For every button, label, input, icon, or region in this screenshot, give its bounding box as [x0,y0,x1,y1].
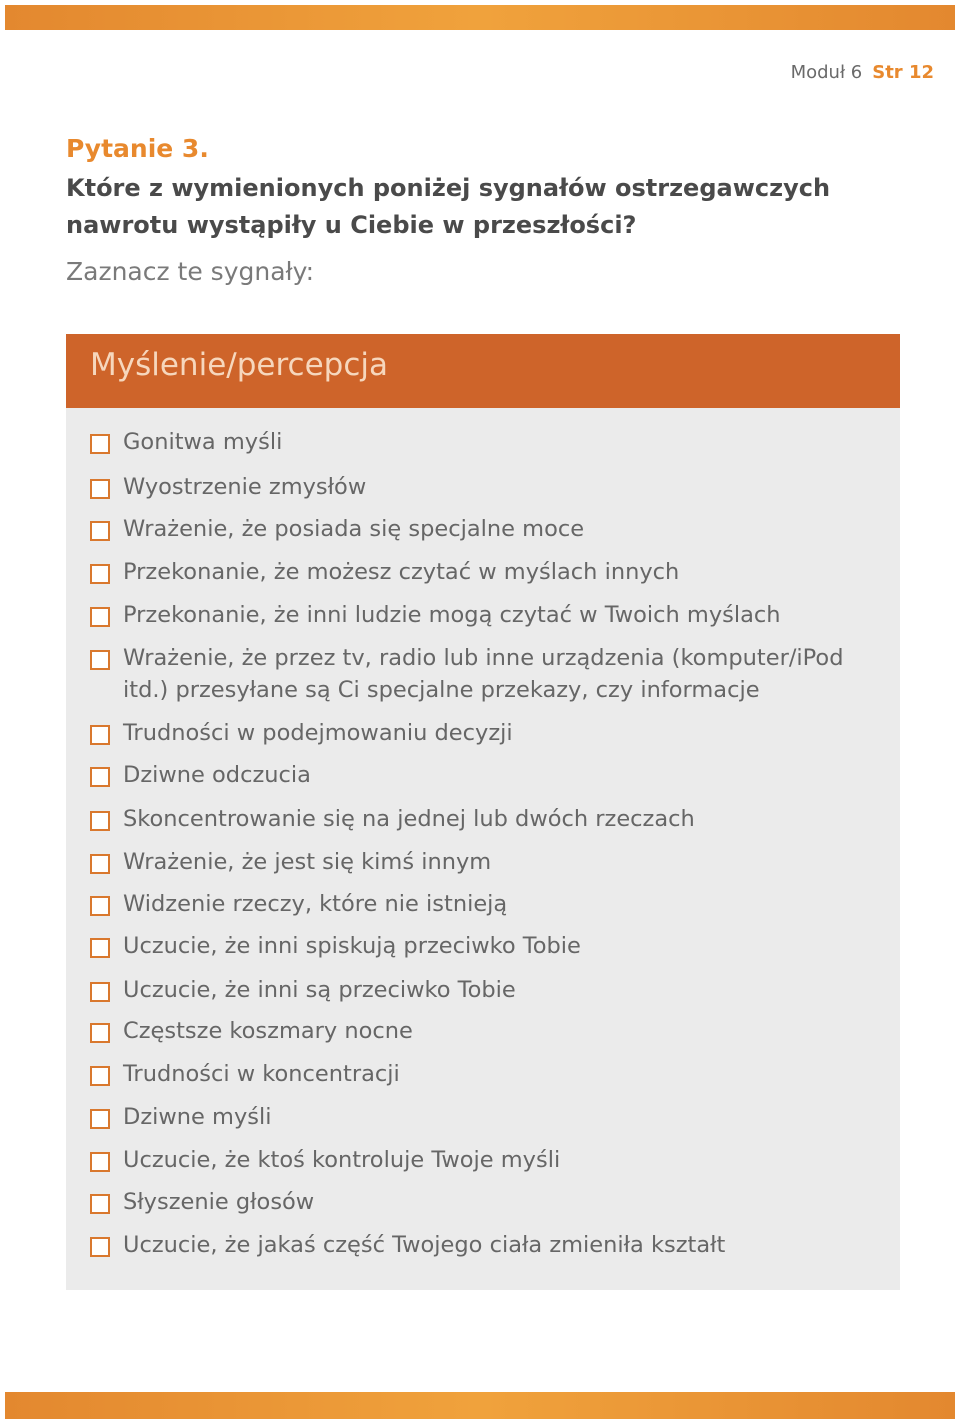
checklist-item-label: Częstsze koszmary nocne [123,1018,413,1044]
question-text: Które z wymienionych poniżej sygnałów ostrzegawczych nawrotu wystąpiły u Ciebie w przeszłości? [66,174,831,239]
checkbox[interactable] [90,1023,110,1043]
module-label: Moduł 6 [790,62,863,83]
checklist-item-label-continuation: itd.) przesyłane są Ci specjalne przekazy, czy informacje [123,677,760,703]
checkbox[interactable] [90,607,110,627]
checklist-item-label: Przekonanie, że inni ludzie mogą czytać w Twoich myślach [123,602,781,628]
checklist-item-label: Skoncentrowanie się na jednej lub dwóch rzeczach [123,806,695,832]
checklist-item-label: Uczucie, że jakaś część Twojego ciała zmieniła kształt [123,1232,726,1258]
page-number: Str 12 [872,62,934,83]
checkbox[interactable] [90,811,110,831]
page-header [791,62,934,83]
checkbox[interactable] [90,767,110,787]
checklist-item-label: Wrażenie, że przez tv, radio lub inne urządzenia (komputer/iPod [123,645,844,671]
checklist-item-label: Uczucie, że inni spiskują przeciwko Tobie [123,933,581,959]
checklist-item-label: Wyostrzenie zmysłów [123,474,367,500]
checkbox[interactable] [90,1066,110,1086]
checkbox[interactable] [90,938,110,958]
checklist-panel [66,334,900,1290]
checklist-item-label: Uczucie, że inni są przeciwko Tobie [123,977,516,1003]
checkbox[interactable] [90,854,110,874]
checklist-item-label: Przekonanie, że możesz czytać w myślach innych [123,559,680,585]
instruction-text: Zaznacz te sygnały: [66,257,315,286]
checkbox[interactable] [90,1109,110,1129]
panel-title: Myślenie/percepcja [90,347,388,383]
checklist-item-label: Słyszenie głosów [123,1189,315,1215]
checklist-item-label: Dziwne odczucia [123,762,311,788]
checklist-item-label: Wrażenie, że posiada się specjalne moce [123,516,585,542]
checkbox[interactable] [90,434,110,454]
checklist-item-label: Trudności w koncentracji [123,1061,400,1087]
checkbox[interactable] [90,521,110,541]
checkbox[interactable] [90,1194,110,1214]
top-accent-bar [5,5,955,30]
checkbox[interactable] [90,479,110,499]
checklist-item-label: Dziwne myśli [123,1104,272,1130]
checkbox[interactable] [90,725,110,745]
checkbox[interactable] [90,650,110,670]
checkbox[interactable] [90,982,110,1002]
checkbox[interactable] [90,896,110,916]
panel-header [66,334,900,408]
checklist-item-label: Uczucie, że ktoś kontroluje Twoje myśli [123,1147,561,1173]
checkbox[interactable] [90,564,110,584]
checklist-item-label: Gonitwa myśli [123,429,283,455]
question-label: Pytanie 3. [66,134,209,163]
checkbox[interactable] [90,1152,110,1172]
checklist-item-label: Widzenie rzeczy, które nie istnieją [123,891,508,917]
checklist-item-label: Trudności w podejmowaniu decyzji [123,720,513,746]
bottom-accent-bar [5,1392,955,1419]
checkbox[interactable] [90,1237,110,1257]
checklist-item-label: Wrażenie, że jest się kimś innym [123,849,492,875]
